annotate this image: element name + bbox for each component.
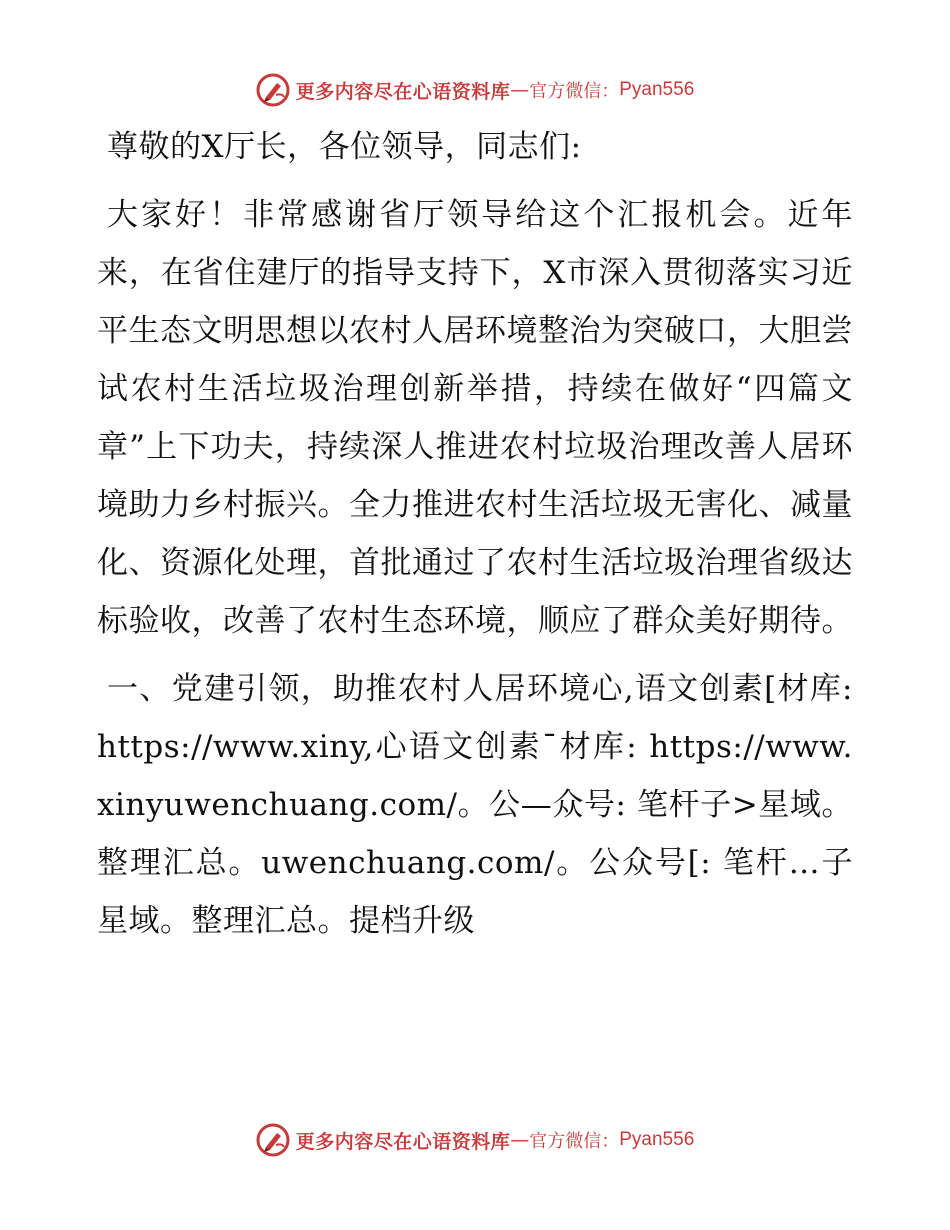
banner-official-label: 官方微信： xyxy=(529,81,620,102)
footer-banner xyxy=(0,1120,950,1160)
banner-dash: — xyxy=(510,1129,530,1151)
paragraph-section-one: 一、党建引领，助推农村人居环境心,语文创素[材库: https://www.xiny,心语文创素¯材库: https://www.xinyuwenchuang.com/。公—众号: 笔杆子>星域。整理汇总。uwenchuang.com/。公众号[: 笔杆…子星域。整理汇总。提档升级 xyxy=(97,671,853,939)
banner-main-text: 更多内容尽在心语资料库 xyxy=(295,1130,511,1153)
banner-main-text: 更多内容尽在心语资料库 xyxy=(295,80,511,103)
banner-dash: — xyxy=(510,79,530,101)
salutation: 尊敬的X厅长，各位领导，同志们: xyxy=(107,129,582,165)
pen-logo-icon xyxy=(256,73,290,107)
header-banner xyxy=(0,70,950,110)
banner-wechat-id: Pyan556 xyxy=(619,79,695,100)
paragraph-intro: 大家好！非常感谢省厅领导给这个汇报机会。近年来，在省住建厅的指导支持下，X市深入贯彻落实习近平生态文明思想以农村人居环境整治为突破口，大胆尝试农村生活垃圾治理创新举措，持续在做好“四篇文章”上下功夫，持续深人推进农村垃圾治理改善人居环境助力乡村振兴。全力推进农村生活垃圾无害化、减量化、资源化处理，首批通过了农村生活垃圾治理省级达标验收，改善了农村生态环境，顺应了群众美好期待。 xyxy=(97,197,853,639)
banner-official-label: 官方微信： xyxy=(529,1131,620,1152)
document-body xyxy=(97,118,853,960)
banner-wechat-id: Pyan556 xyxy=(619,1129,695,1150)
pen-logo-icon xyxy=(256,1123,290,1157)
